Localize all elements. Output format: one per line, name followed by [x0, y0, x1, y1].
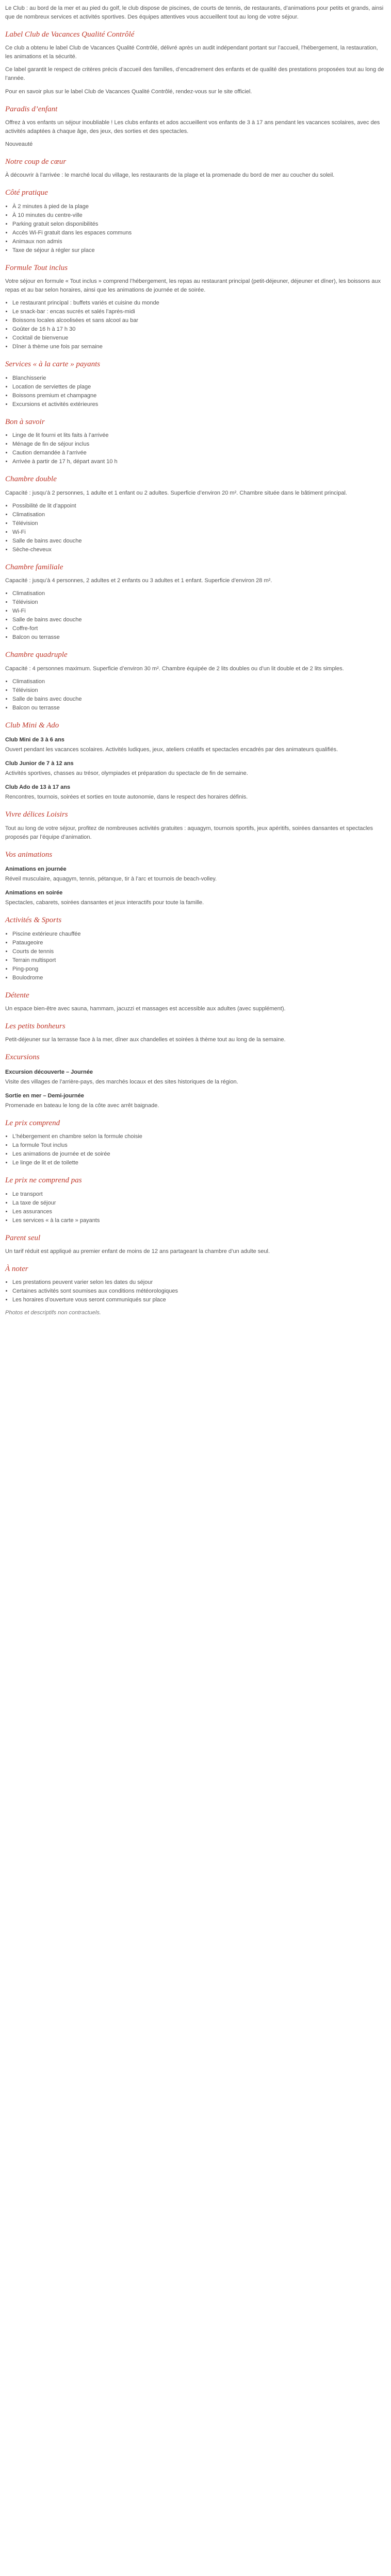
- section-title: Chambre double: [5, 475, 57, 484]
- list-item: • Climatisation: [12, 511, 386, 519]
- section-title: Excursions: [5, 1053, 40, 1062]
- section-title: Bon à savoir: [5, 417, 45, 426]
- section-list: [5, 374, 386, 409]
- block-text: Spectacles, cabarets, soirées dansantes et jeux interactifs pour toute la famille.: [5, 900, 204, 906]
- section-title: Label Club de Vacances Qualité Contrôlé: [5, 30, 135, 39]
- list-item: • Télévision: [12, 686, 386, 695]
- section-paragraph: Ce label garantit le respect de critères précis d’accueil des familles, d’encadrement des enfants et de qualité des prestations proposées tout au long de l’année.: [5, 66, 384, 82]
- section: [5, 809, 386, 841]
- block-title: Club Ado de 13 à 17 ans: [5, 784, 71, 791]
- section-title: Chambre familiale: [5, 563, 63, 571]
- content-block: [5, 1092, 386, 1110]
- section-list: [5, 299, 386, 351]
- section-list: [5, 1132, 386, 1167]
- section-title: Parent seul: [5, 1233, 41, 1242]
- content-block: [5, 889, 386, 907]
- section-title: Les petits bonheurs: [5, 1022, 66, 1031]
- list-item: • Taxe de séjour à régler sur place: [12, 246, 386, 255]
- section-title: Formule Tout inclus: [5, 263, 68, 272]
- block-title: Club Mini de 3 à 6 ans: [5, 737, 64, 743]
- list-item: • Caution demandée à l’arrivée: [12, 449, 386, 457]
- content-block: [5, 1068, 386, 1087]
- list-item: • Balcon ou terrasse: [12, 704, 386, 713]
- block-title: Excursion découverte – Journée: [5, 1069, 93, 1075]
- section-paragraph: Offrez à vos enfants un séjour inoubliable ! Les clubs enfants et ados accueillent vos enfants de 3 à 17 ans pendant les vacances scolaires, avec des activités adaptées à chaque âge, des jeux, des sorties et des spectacles.: [5, 119, 380, 134]
- list-item: • Pataugeoire: [12, 939, 386, 947]
- section-title: Détente: [5, 991, 29, 999]
- section-title: Vivre délices Loisirs: [5, 810, 68, 819]
- section-paragraph: Pour en savoir plus sur le label Club de Vacances Qualité Contrôlé, rendez-vous sur le site officiel.: [5, 88, 252, 95]
- list-item: • Climatisation: [12, 677, 386, 686]
- section: [5, 649, 386, 712]
- block-text: Promenade en bateau le long de la côte avec arrêt baignade.: [5, 1102, 159, 1109]
- section-paragraph: Capacité : 4 personnes maximum. Superficie d’environ 30 m². Chambre équipée de 2 lits doubles ou d’un lit double et de 2 lits simples.: [5, 665, 344, 672]
- section: [5, 359, 386, 409]
- section-title: Côté pratique: [5, 189, 48, 197]
- list-item: • Possibilité de lit d’appoint: [12, 502, 386, 511]
- section-paragraph: Tout au long de votre séjour, profitez de nombreuses activités gratuites : aquagym, tournois sportifs, jeux apéritifs, soirées dansantes et spectacles proposés par l’équipe d’animation.: [5, 825, 373, 840]
- content-block: [5, 783, 386, 802]
- list-item: • Courts de tennis: [12, 947, 386, 956]
- block-title: Club Junior de 7 à 12 ans: [5, 760, 74, 767]
- list-item: • Terrain multisport: [12, 956, 386, 965]
- list-item: • Ping-pong: [12, 965, 386, 974]
- section-list: [5, 502, 386, 554]
- section-paragraph: Petit-déjeuner sur la terrasse face à la mer, dîner aux chandelles et soirées à thème tout au long de la semaine.: [5, 1037, 286, 1043]
- list-item: • Le linge de lit et de toilette: [12, 1159, 386, 1167]
- section: [5, 1021, 386, 1044]
- section-paragraph: Un tarif réduit est appliqué au premier enfant de moins de 12 ans partageant la chambre d’un adulte seul.: [5, 1248, 270, 1255]
- list-item: • Balcon ou terrasse: [12, 633, 386, 642]
- list-item: • Linge de lit fourni et lits faits à l’arrivée: [12, 431, 386, 440]
- section: [5, 1052, 386, 1110]
- list-item: • Boissons locales alcoolisées et sans alcool au bar: [12, 316, 386, 325]
- list-item: • Le restaurant principal : buffets variés et cuisine du monde: [12, 299, 386, 308]
- section: [5, 1117, 386, 1167]
- list-item: • Sèche-cheveux: [12, 546, 386, 554]
- content-block: [5, 865, 386, 884]
- section: [5, 156, 386, 180]
- list-item: • Le transport: [12, 1190, 386, 1199]
- section-title: Chambre quadruple: [5, 651, 68, 659]
- section-title: Vos animations: [5, 850, 53, 859]
- list-item: • Wi-Fi: [12, 528, 386, 537]
- section: [5, 1175, 386, 1225]
- section-paragraph: Nouveauté: [5, 141, 33, 147]
- intro-text: Le Club : au bord de la mer et au pied du golf, le club dispose de piscines, de courts de tennis, de restaurants, d’animations pour petits et grands, ainsi que de nombreux services et activités sportives. Des équipes attentives vous accueillent tout au long de votre séjour.: [5, 5, 384, 21]
- section: [5, 473, 386, 554]
- section: [5, 262, 386, 352]
- list-item: • Les animations de journée et de soirée: [12, 1150, 386, 1159]
- list-item: • Piscine extérieure chauffée: [12, 930, 386, 939]
- sections-container: [5, 29, 386, 1304]
- section-paragraph: Capacité : jusqu’à 2 personnes, 1 adulte et 1 enfant ou 2 adultes. Superficie d’environ 20 m². Chambre située dans le bâtiment principal.: [5, 489, 347, 496]
- section: [5, 562, 386, 642]
- section-paragraph: Ce club a obtenu le label Club de Vacances Qualité Contrôlé, délivré après un audit indépendant portant sur l’accueil, l’hébergement, la restauration, les animations et la sécurité.: [5, 45, 378, 60]
- section-list: [5, 202, 386, 255]
- list-item: • Ménage de fin de séjour inclus: [12, 440, 386, 449]
- section-title: Notre coup de cœur: [5, 157, 67, 166]
- list-item: • Télévision: [12, 519, 386, 528]
- list-item: • Boissons premium et champagne: [12, 392, 386, 400]
- section-list: [5, 431, 386, 466]
- section: [5, 849, 386, 907]
- section-list: [5, 589, 386, 642]
- list-item: • Le snack-bar : encas sucrés et salés l’après-midi: [12, 308, 386, 316]
- section-list: [5, 1278, 386, 1304]
- list-item: • Location de serviettes de plage: [12, 383, 386, 392]
- list-item: • La taxe de séjour: [12, 1199, 386, 1208]
- section: [5, 416, 386, 466]
- section-title: Services « à la carte » payants: [5, 360, 101, 369]
- list-item: • Les assurances: [12, 1208, 386, 1216]
- list-item: • Télévision: [12, 598, 386, 607]
- content-block: [5, 736, 386, 754]
- section: [5, 720, 386, 802]
- block-text: Activités sportives, chasses au trésor, olympiades et préparation du spectacle de fin de semaine.: [5, 770, 248, 777]
- block-text: Réveil musculaire, aquagym, tennis, pétanque, tir à l’arc et tournois de beach-volley.: [5, 876, 217, 883]
- list-item: • Parking gratuit selon disponibilités: [12, 220, 386, 229]
- section-title: Le prix ne comprend pas: [5, 1176, 82, 1185]
- list-item: • Goûter de 16 h à 17 h 30: [12, 325, 386, 334]
- list-item: • À 2 minutes à pied de la plage: [12, 202, 386, 211]
- section: [5, 990, 386, 1013]
- section: [5, 1232, 386, 1256]
- section-title: Paradis d’enfant: [5, 105, 58, 113]
- section-list: [5, 1190, 386, 1225]
- content-block: [5, 759, 386, 778]
- list-item: • À 10 minutes du centre-ville: [12, 211, 386, 220]
- section: [5, 104, 386, 149]
- block-title: Animations en soirée: [5, 890, 63, 896]
- section-title: Activités & Sports: [5, 916, 62, 925]
- list-item: • Les services « à la carte » payants: [12, 1216, 386, 1225]
- list-item: • Certaines activités sont soumises aux conditions météorologiques: [12, 1287, 386, 1296]
- list-item: • Animaux non admis: [12, 238, 386, 246]
- section-title: Club Mini & Ado: [5, 721, 59, 730]
- section-title: À noter: [5, 1264, 28, 1273]
- list-item: • Excursions et activités extérieures: [12, 400, 386, 409]
- section: [5, 187, 386, 255]
- list-item: • Coffre-fort: [12, 624, 386, 633]
- block-title: Animations en journée: [5, 866, 67, 873]
- list-item: • Arrivée à partir de 17 h, départ avant 10 h: [12, 457, 386, 466]
- block-title: Sortie en mer – Demi-journée: [5, 1092, 84, 1099]
- section-paragraph: Un espace bien-être avec sauna, hammam, jacuzzi et massages est accessible aux adultes (avec supplément).: [5, 1006, 286, 1012]
- list-item: • Salle de bains avec douche: [12, 537, 386, 546]
- list-item: • Salle de bains avec douche: [12, 695, 386, 704]
- list-item: • Cocktail de bienvenue: [12, 334, 386, 343]
- section-paragraph: À découvrir à l’arrivée : le marché local du village, les restaurants de la plage et la promenade du bord de mer au coucher du soleil.: [5, 172, 335, 179]
- section-paragraph: Capacité : jusqu’à 4 personnes, 2 adultes et 2 enfants ou 3 adultes et 1 enfant. Superficie d’environ 28 m².: [5, 578, 272, 584]
- list-item: • Climatisation: [12, 589, 386, 598]
- block-text: Rencontres, tournois, soirées et sorties en toute autonomie, dans le respect des horaires définis.: [5, 794, 248, 801]
- list-item: • Boulodrome: [12, 974, 386, 982]
- list-item: • Blanchisserie: [12, 374, 386, 383]
- section-list: [5, 930, 386, 982]
- list-item: • L’hébergement en chambre selon la formule choisie: [12, 1132, 386, 1141]
- section: [5, 1263, 386, 1304]
- section-title: Le prix comprend: [5, 1118, 60, 1127]
- section-paragraph: Votre séjour en formule « Tout inclus » comprend l’hébergement, les repas au restaurant principal (petit-déjeuner, déjeuner et dîner), les boissons aux repas et au bar selon horaires, ainsi que les animations de journée et de soirée.: [5, 278, 381, 294]
- section: [5, 29, 386, 96]
- list-item: • Wi-Fi: [12, 607, 386, 616]
- block-text: Visite des villages de l’arrière-pays, des marchés locaux et des sites historiques de la région.: [5, 1078, 238, 1085]
- list-item: • Les prestations peuvent varier selon les dates du séjour: [12, 1278, 386, 1287]
- list-item: • Dîner à thème une fois par semaine: [12, 343, 386, 351]
- list-item: • Les horaires d’ouverture vous seront communiqués sur place: [12, 1296, 386, 1304]
- footer-note: Photos et descriptifs non contractuels.: [5, 1310, 101, 1316]
- block-text: Ouvert pendant les vacances scolaires. Activités ludiques, jeux, ateliers créatifs et spectacles encadrés par des animateurs qualifiés.: [5, 747, 338, 753]
- list-item: • Accès Wi-Fi gratuit dans les espaces communs: [12, 229, 386, 238]
- list-item: • Salle de bains avec douche: [12, 616, 386, 624]
- list-item: • La formule Tout inclus: [12, 1141, 386, 1150]
- section: [5, 914, 386, 982]
- section-list: [5, 677, 386, 713]
